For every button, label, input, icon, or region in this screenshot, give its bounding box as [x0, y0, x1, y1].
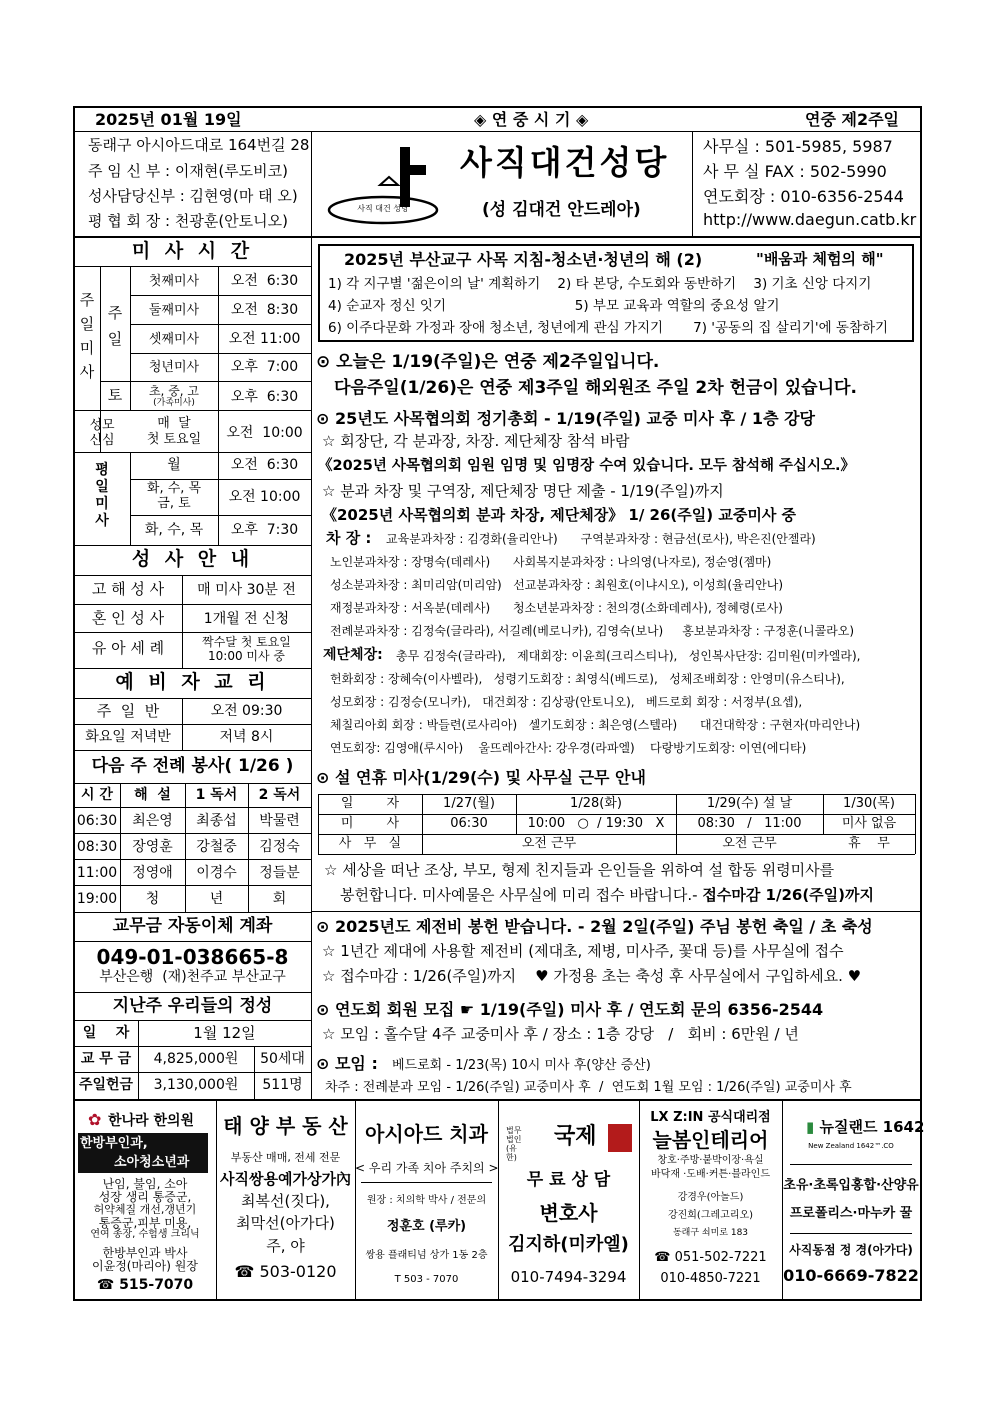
holy-mother-label: 성모 신심: [89, 418, 115, 448]
weekday-mass-name: 화, 수, 목: [144, 522, 204, 538]
lunar-cell: 오전 근무: [521, 836, 577, 851]
church-logo: 사직 대건 성당: [322, 143, 442, 233]
catechumen-table: [74, 698, 311, 750]
liturgy-cell: 장영훈: [132, 839, 173, 855]
chajang-line: 전례분과차장 : 김정숙(글라라), 서길례(베로니카), 김영숙(보나) 홍보분과차장 : 구정훈(니콜라오): [330, 624, 855, 638]
liturgy-cell: 강철중: [196, 839, 237, 855]
lunar-cell: 휴 무: [848, 836, 890, 851]
lunar-header: 1/28(화): [570, 796, 622, 811]
weekday-mass-time: 오전 6:30: [230, 457, 299, 473]
offering-table: [74, 1020, 311, 1099]
jedan-line: 헌화회장 : 장혜숙(이사벨라), 성령기도회장 : 최영식(베드로), 성체조배회장 : 안영미(유스티나),: [330, 672, 845, 686]
offering-amount: 4,825,000원: [153, 1051, 239, 1067]
office-fax: 사 무 실 FAX : 502-5990: [703, 162, 887, 181]
ad-name: 늘봄인테리어: [652, 1128, 769, 1152]
lunar-header: 1/30(목): [843, 796, 895, 811]
sacrament-name: 유 아 세 례: [91, 639, 165, 657]
liturgy-cell: 박물련: [259, 813, 300, 829]
ad-new-zealand-1642: ▮ 뉴질랜드 1642 New Zealand 1642™.CO 초유·초록입홍합·산양유 프로폴리스·마누카 꿀 사직동점 정 경(아가다) 010-6669-7822: [783, 1118, 925, 1285]
ad-phone: 010-6669-7822: [783, 1266, 919, 1285]
transfer-bank: 부산은행 (재)천주교 부산교구: [99, 969, 286, 985]
liturgy-cell: 06:30: [76, 813, 118, 829]
saturday-mass-time: 오후 6:30: [230, 389, 299, 405]
saturday-mass-note: (가족미사): [153, 398, 195, 408]
weekday-mass-name: 화, 수, 목 금, 토: [146, 481, 202, 511]
pastoral-title: 2025년 부산교구 사목 지침-청소년·청년의 해 (2): [344, 250, 703, 269]
pastoral-line: 6) 이주다문화 가정과 장애 청소년, 청년에게 관심 가지기 7) '공동의 집 살리기'에 동참하기: [328, 320, 889, 336]
offering-count: 511명: [262, 1077, 303, 1093]
ad-phone: 010-7494-3294: [510, 1268, 627, 1286]
liturgical-week: 연중 제2주일: [805, 110, 899, 129]
kukje-logo-icon: [608, 1124, 632, 1152]
mass-time: 오전 6:30: [230, 273, 299, 289]
mass-name: 청년미사: [148, 360, 200, 375]
candle-line: ☆ 1년간 제대에 사용할 제전비 (제대초, 제병, 미사주, 꽃대 등)를 사무실에 접수: [322, 942, 844, 960]
lunar-cell: 사 무 실: [338, 836, 402, 851]
sacrament-desc: 짝수달 첫 토요일 10:00 미사 중: [202, 635, 291, 663]
chajang-line: 교육분과차장 : 김경화(율리안나) 구역분과차장 : 현금선(로사), 박은진(안젤라): [386, 532, 816, 546]
catechumen-class: 화요일 저녁반: [85, 729, 171, 745]
holy-mother-time: 오전 10:00: [226, 425, 303, 441]
bulletin-date: 2025년 01월 19일: [95, 110, 242, 129]
offering-label: 주일헌금: [78, 1077, 134, 1093]
sacrament-desc: 1개월 전 신청: [203, 611, 290, 627]
lunar-header: 1/29(수) 설 날: [706, 796, 793, 811]
ad-neulbom-interior: LX Z:IN 공식대리점 늘봄인테리어 창호·주방·붙박이장·욕실 바닥재 ·도배·커튼·블라인드 강경우(아놀드) 강진희(그레고리오) 동래구 쇠미로 183 ☎ 051-502-7221 010-4850-7221: [639, 1100, 782, 1300]
council-line: ☆ 회장단, 각 분과장, 차장. 제단체장 참석 바람: [322, 432, 630, 450]
weekday-mass-time: 오후 7:30: [230, 522, 299, 538]
offering-date: 1월 12일: [193, 1024, 256, 1042]
chajang-line: 성소분과차장 : 최미리암(미리암) 선교분과차장 : 최원호(이냐시오), 이성희(율리안나): [330, 578, 784, 592]
candle-title: ⊙ 2025년도 제전비 봉헌 받습니다. - 2월 2일(주일) 주님 봉헌 축일 / 초 축성: [316, 917, 873, 936]
catechumen-time: 저녁 8시: [219, 729, 274, 745]
lunar-cell: 08:30 / 11:00: [697, 816, 802, 831]
weekday-mass-time: 오전 10:00: [228, 489, 301, 505]
ad-phone: ☎ 515-7070: [96, 1277, 194, 1293]
lunar-header: 1/27(월): [443, 796, 495, 811]
parish-pastor: 주 임 신 부 : 이재현(루도비코): [88, 162, 288, 180]
jedan-line: 연도회장: 김영애(루시아) 울뜨레아간사: 강우경(라파엘) 다랑방기도회장: 이연(에디타): [330, 741, 807, 755]
candle-line: ☆ 접수마감 : 1/26(주일)까지 ♥ 가정용 초는 축성 후 사무실에서 구입하세요. ♥: [322, 967, 862, 985]
ad-hannara-clinic: ✿ 한나라 한의원 한방부인과, 소아청소년과 난임, 불임, 소아 성장 생리 통증군, 허약체질 개선,갱년기 통증군,피부 미용, 연여 종장, 수험생 크리닉 한방부인과 박사 이윤정(마리아) 원장 ☎ 515-7070: [74, 1100, 216, 1300]
council-line: 《2025년 사목협의회 임원 임명 및 임명장 수여 있습니다. 모두 참석해 주십시오.》: [318, 458, 856, 474]
council-title: ⊙ 25년도 사목협의회 정기총회 - 1/19(주일) 교중 미사 후 / 1층 강당: [316, 409, 816, 428]
liturgy-cell: 최종섭: [196, 813, 237, 829]
next-sunday-notice: 다음주일(1/26)은 연중 제3주일 해외원조 주일 2차 헌금이 있습니다.: [334, 378, 857, 398]
transfer-title: 교무금 자동이체 계좌: [112, 916, 273, 936]
liturgical-season: ◈ 연 중 시 기 ◈: [474, 110, 589, 129]
sacrament-desc: 매 미사 30분 전: [197, 582, 296, 598]
lunar-header: 일 자: [340, 796, 400, 811]
liturgy-table: [74, 783, 311, 912]
council-line: ☆ 분과 차장 및 구역장, 제단체장 명단 제출 - 1/19(주일)까지: [322, 482, 724, 500]
saturday-sub-label: 토: [107, 386, 123, 404]
liturgy-title: 다음 주 전례 봉사( 1/26 ): [91, 756, 294, 776]
parish-address: 동래구 아시아드대로 164번길 28: [88, 136, 310, 154]
liturgy-header: 해 설: [134, 787, 171, 803]
ad-name: 국제: [554, 1124, 597, 1149]
mass-time: 오전 8:30: [230, 302, 299, 318]
ad-name: ▮ 뉴질랜드 1642: [806, 1118, 925, 1136]
liturgy-cell: 청: [145, 891, 160, 907]
liturgy-cell: 11:00: [76, 865, 118, 881]
sacraments-title: 성 사 안 내: [131, 548, 254, 570]
liturgy-cell: 회: [272, 891, 287, 907]
sacraments-table: [74, 575, 311, 668]
weekday-mass-name: 월: [167, 457, 181, 473]
ad-taeyang-realty: 태 양 부 동 산 부동산 매매, 전세 전문 사직쌍용예가상가內 최복선(짓다), 최막선(아가다) 주, 야 ☎ 503-0120: [216, 1100, 355, 1300]
liturgy-cell: 19:00: [76, 891, 118, 907]
yeondo-phone: 연도회장 : 010-6356-2544: [703, 187, 904, 206]
liturgy-cell: 정영애: [132, 865, 173, 881]
yeondo-title: ⊙ 연도회 회원 모집 ☛ 1/19(주일) 미사 후 / 연도회 문의 6356-2544: [316, 1000, 824, 1019]
mass-name: 셋째미사: [148, 332, 200, 347]
mass-name: 둘째미사: [148, 303, 200, 318]
offering-date-label: 일 자: [82, 1025, 130, 1041]
pastoral-line: 4) 순교자 정신 잇기 5) 부모 교육과 역할의 중요성 알기: [328, 298, 780, 314]
ad-kukje-law: 법무법인(유한) 국제 무 료 상 담 변호사 김지하(미카엘) 010-7494-3294: [498, 1100, 639, 1300]
parish-assistant: 성사담당신부 : 김현영(마 태 오): [88, 187, 298, 205]
lunar-cell: 06:30: [450, 816, 488, 831]
mass-name: 첫째미사: [148, 274, 200, 289]
liturgy-header: 2 독서: [258, 787, 301, 803]
ad-phone: ☎ 503-0120: [234, 1262, 337, 1281]
mass-time: 오전 11:00: [228, 331, 301, 347]
liturgy-cell: 김정숙: [259, 839, 300, 855]
sacrament-name: 고 해 성 사: [91, 580, 165, 598]
pastoral-line: 1) 각 지구별 '젊은이의 날' 계획하기 2) 타 본당, 수도회와 동반하기 3) 기초 신앙 다지기: [328, 276, 872, 292]
memorial-line: 봉헌합니다. 미사예물은 사무실에 미리 접수 바랍니다.- 접수마감 1/26(주일)까지: [340, 886, 874, 904]
lunar-cell: 오전 근무: [722, 836, 777, 851]
sunday-mass-group-label: 주 일 미 사: [79, 291, 95, 381]
church-name: 사직대건성당: [460, 143, 670, 182]
ad-name: 한나라 한의원: [108, 1113, 195, 1129]
parish-council-president: 평 협 회 장 : 천광훈(안토니오): [88, 212, 288, 230]
nz-leaf-icon: ▮: [806, 1118, 815, 1136]
website-link[interactable]: http://www.daegun.catb.kr: [703, 210, 917, 229]
sunday-mass-table: [74, 266, 311, 452]
liturgy-cell: 년: [209, 891, 224, 907]
mass-time: 오후 7:00: [230, 359, 299, 375]
ad-name: 태 양 부 동 산: [223, 1114, 348, 1138]
church-patron: (성 김대건 안드레아): [482, 200, 641, 220]
weekday-mass-group-label: 평 일 미 사: [95, 462, 109, 529]
lunar-cell: 10:00 ○ / 19:30 X: [527, 816, 665, 831]
pastoral-guideline-box: [318, 244, 914, 342]
ad-asiad-dental: 아시아드 치과 < 우리 가족 치아 주치의 > 원장 : 치의학 박사 / 전문의 정훈호 (루카) 쌍용 플래티넘 상가 1동 2층 T 503 - 7070: [355, 1122, 499, 1285]
transfer-account[interactable]: 049-01-038665-8: [96, 945, 289, 969]
liturgy-header: 시 간: [81, 787, 113, 803]
offering-title: 지난주 우리들의 정성: [112, 996, 273, 1016]
lunar-cell: 미사 없음: [841, 816, 897, 831]
lunar-cell: 미 사: [340, 816, 400, 831]
catechumen-time: 오전 09:30: [210, 703, 283, 719]
memorial-line: ☆ 세상을 떠난 조상, 부모, 형제 친지들과 은인들을 위하여 설 합동 위령미사를: [324, 861, 835, 879]
catechumen-title: 예 비 자 교 리: [115, 671, 270, 693]
sunday-sub-label: 주 일: [107, 304, 123, 348]
yeondo-line: ☆ 모임 : 홀수달 4주 교중미사 후 / 장소 : 1층 강당 / 회비 : 6만원 / 년: [322, 1025, 799, 1043]
ad-name: 아시아드 치과: [365, 1122, 488, 1146]
jedan-line: 성모회장 : 김정승(모니카), 대건회장 : 김상광(안토니오), 베드로회 회장 : 서정부(요셉),: [330, 695, 803, 709]
meeting-line: 차주 : 전례분과 모임 - 1/26(주일) 교중미사 후 / 연도회 1월 모임 : 1/26(주일) 교중미사 후: [325, 1080, 852, 1095]
meeting-label: ⊙ 모임 :: [316, 1054, 378, 1073]
chajang-label: 차 장 :: [326, 529, 372, 547]
jedan-line: 총무 김정숙(글라라), 제대회장: 이윤희(크리스티나), 성인복사단장: 김미원(미카엘라),: [396, 649, 861, 663]
ad-phone: ☎ 051-502-7221: [654, 1250, 767, 1265]
offering-label: 교 무 금: [80, 1051, 132, 1067]
today-notice: ⊙ 오늘은 1/19(주일)은 연중 제2주일입니다.: [316, 352, 660, 372]
chajang-line: 노인분과차장 : 장명숙(데레사) 사회복지분과차장 : 나의영(나자로), 정순영(젬마): [330, 555, 772, 569]
catechumen-class: 주 일 반: [96, 702, 160, 720]
liturgy-cell: 최은영: [132, 813, 173, 829]
chajang-line: 재정분과차장 : 서옥분(데레사) 청소년분과차장 : 천의경(소화데레사), 정혜령(로사): [330, 601, 783, 615]
ad-phone: 010-4850-7221: [660, 1271, 761, 1286]
offering-count: 50세대: [260, 1051, 305, 1067]
weekday-mass-table: [74, 452, 311, 545]
liturgy-cell: 08:30: [76, 839, 118, 855]
ad-phone: T 503 - 7070: [394, 1274, 459, 1285]
lunar-title: ⊙ 설 연휴 미사(1/29(수) 및 사무실 근무 안내: [316, 768, 646, 787]
office-phone: 사무실 : 501-5985, 5987: [703, 137, 893, 156]
liturgy-cell: 정들분: [259, 865, 300, 881]
council-line: 《2025년 사목협의회 분과 차장, 제단체장》 1/ 26(주일) 교중미사 중: [322, 506, 797, 524]
mass-times-title: 미 사 시 간: [131, 240, 254, 262]
holy-mother-schedule: 매 달 첫 토요일: [146, 416, 202, 447]
offering-amount: 3,130,000원: [153, 1077, 239, 1093]
lunar-schedule-table: [318, 794, 915, 854]
liturgy-cell: 이경수: [196, 865, 237, 881]
sacrament-name: 혼 인 성 사: [91, 609, 165, 627]
liturgy-header: 1 독서: [195, 787, 238, 803]
jedan-line: 체칠리아회 회장 : 박들련(로사리아) 셀기도회장 : 최은영(스텔라) 대건대학장 : 구현자(마리안나): [330, 718, 861, 732]
meeting-line: 베드로회 - 1/23(목) 10시 미사 후(양산 증산): [392, 1058, 651, 1073]
flower-icon: ✿: [88, 1110, 102, 1129]
saturday-mass-name: 초, 중, 고: [148, 384, 200, 398]
jedan-label: 제단체장:: [323, 647, 383, 663]
pastoral-motto: "배움과 체험의 해": [756, 250, 884, 268]
